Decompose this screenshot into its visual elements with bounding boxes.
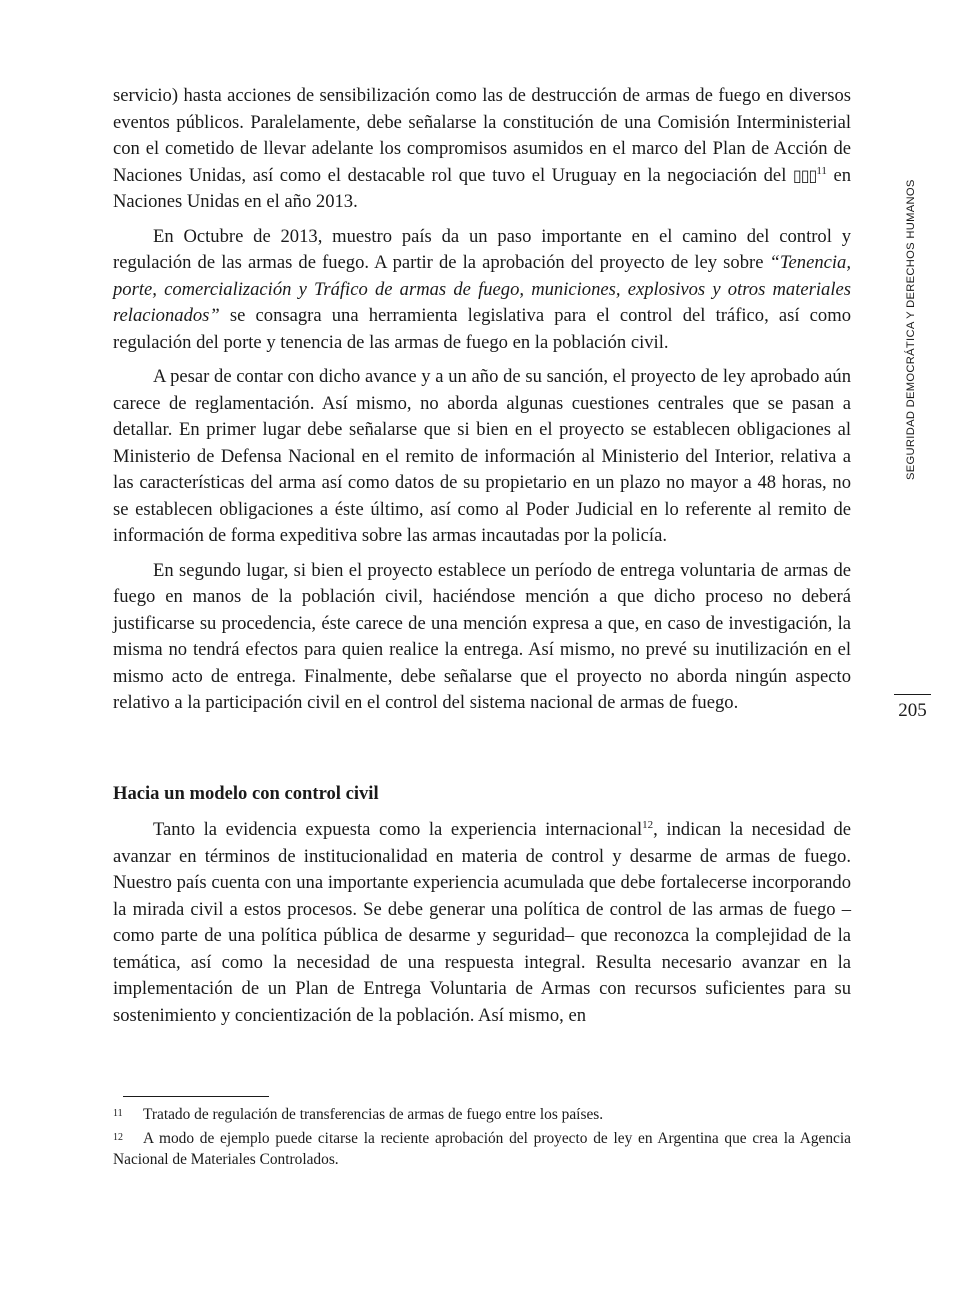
footnote-12 <box>113 1127 851 1171</box>
law-title: “Tenencia, porte, comercialización y Tráfico de armas de fuego, municiones, explosivos y otros materiales relacionados” <box>113 252 851 326</box>
paragraph-3: A pesar de contar con dicho avance y a un año de su sanción, el proyecto de ley aprobado aún carece de reglamentación. Así mismo, no aborda algunas cuestiones centrales que se pasan a detallar. En primer lugar debe señalarse que si bien en el proyecto se establecen obligaciones al Ministerio de Defensa Nacional en el remito de información al Ministerio del Interior, relativa a las características del arma así como datos de su propietario en un plazo no mayor a 48 horas, no se establecen obligaciones a éste último, así como al Poder Judicial en lo referente al remito de información de forma expeditiva sobre las armas incautadas por la policía. <box>113 366 851 546</box>
page-number: 205 <box>898 700 927 721</box>
paragraph-5-text-b: , indican la necesidad de avanzar en términos de institucionalidad en materia de control y desarme de armas de fuego. Nuestro país cuenta con una importante experiencia acumulada que debe fortalecerse incorporando la mirada civil a estos procesos. Se debe generar una política de control de las armas de fuego –como parte de una política pública de desarme y seguridad– que reconozca la complejidad de la temática, así como la necesidad de una respuesta integral. Resulta necesario avanzar en la implementación de un Plan de Entrega Voluntaria de Armas con recursos suficientes para su sostenimiento y concientización de la población. Así mismo, en <box>113 819 851 1026</box>
paragraph-2-text-a: En Octubre de 2013, muestro país da un paso importante en el camino del control y regulación de las armas de fuego. A partir de la aprobación del proyecto de ley sobre <box>113 225 851 273</box>
paragraph-2 <box>113 224 851 357</box>
footnote-number: 12 <box>113 1131 123 1143</box>
main-text <box>113 83 851 1029</box>
paragraph-1-text-b: en Naciones Unidas en el año 2013. <box>113 164 851 212</box>
footnote-number: 11 <box>113 1108 123 1119</box>
footnote-ref-12[interactable]: 12 <box>642 819 654 831</box>
running-title: SEGURIDAD DEMOCRÁTICA Y DERECHOS HUMANOS <box>905 179 917 480</box>
footnote-text: Tratado de regulación de transferencias de armas de fuego entre los países. <box>143 1106 604 1123</box>
paragraph-5-text-a: Tanto la evidencia expuesta como la experiencia internacional <box>153 819 643 840</box>
paragraph-1-text-a: servicio) hasta acciones de sensibilización como las de destrucción de armas de fuego en diversos eventos públicos. Paralelamente, debe señalarse la constitución de una Comisión Interministerial con el cometido de llevar adelante los compromisos asumidos en el marco del Plan de Acción de Naciones Unidas, así como el destacable rol que tuvo el Uruguay en la negociación del <box>113 85 851 186</box>
paragraph-1 <box>113 83 851 216</box>
page-number-rule <box>894 694 931 695</box>
footnote-11 <box>113 1103 851 1126</box>
footnotes <box>113 1103 851 1172</box>
running-title-sidebar <box>902 160 922 480</box>
footnote-ref-11[interactable]: 11 <box>816 164 827 177</box>
paragraph-2-text-b: se consagra una herramienta legislativa para el control del tráfico, así como regulación del porte y tenencia de las armas de fuego en la población civil. <box>113 305 851 353</box>
footnote-divider <box>123 1096 269 1097</box>
missing-glyphs: ▯▯▯ <box>792 165 817 185</box>
paragraph-5 <box>113 817 851 1029</box>
section-heading: Hacia un modelo con control civil <box>113 782 379 804</box>
footnote-text: A modo de ejemplo puede citarse la reciente aprobación del proyecto de ley en Argentina que crea la Agencia Nacional de Materiales Controlados. <box>113 1129 851 1168</box>
paragraph-4: En segundo lugar, si bien el proyecto establece un período de entrega voluntaria de armas de fuego en manos de la población civil, haciéndose mención a que dicho proceso no deberá justificarse su procedencia, éste carece de una mención expresa a que, en caso de investigación, la misma no tendrá efectos para quien realice la entrega. Así mismo, no prevé su inutilización en el mismo acto de entrega. Finalmente, debe señalarse que el proyecto no aborda ningún aspecto relativo a la participación civil en el control del sistema nacional de armas de fuego. <box>113 559 851 713</box>
